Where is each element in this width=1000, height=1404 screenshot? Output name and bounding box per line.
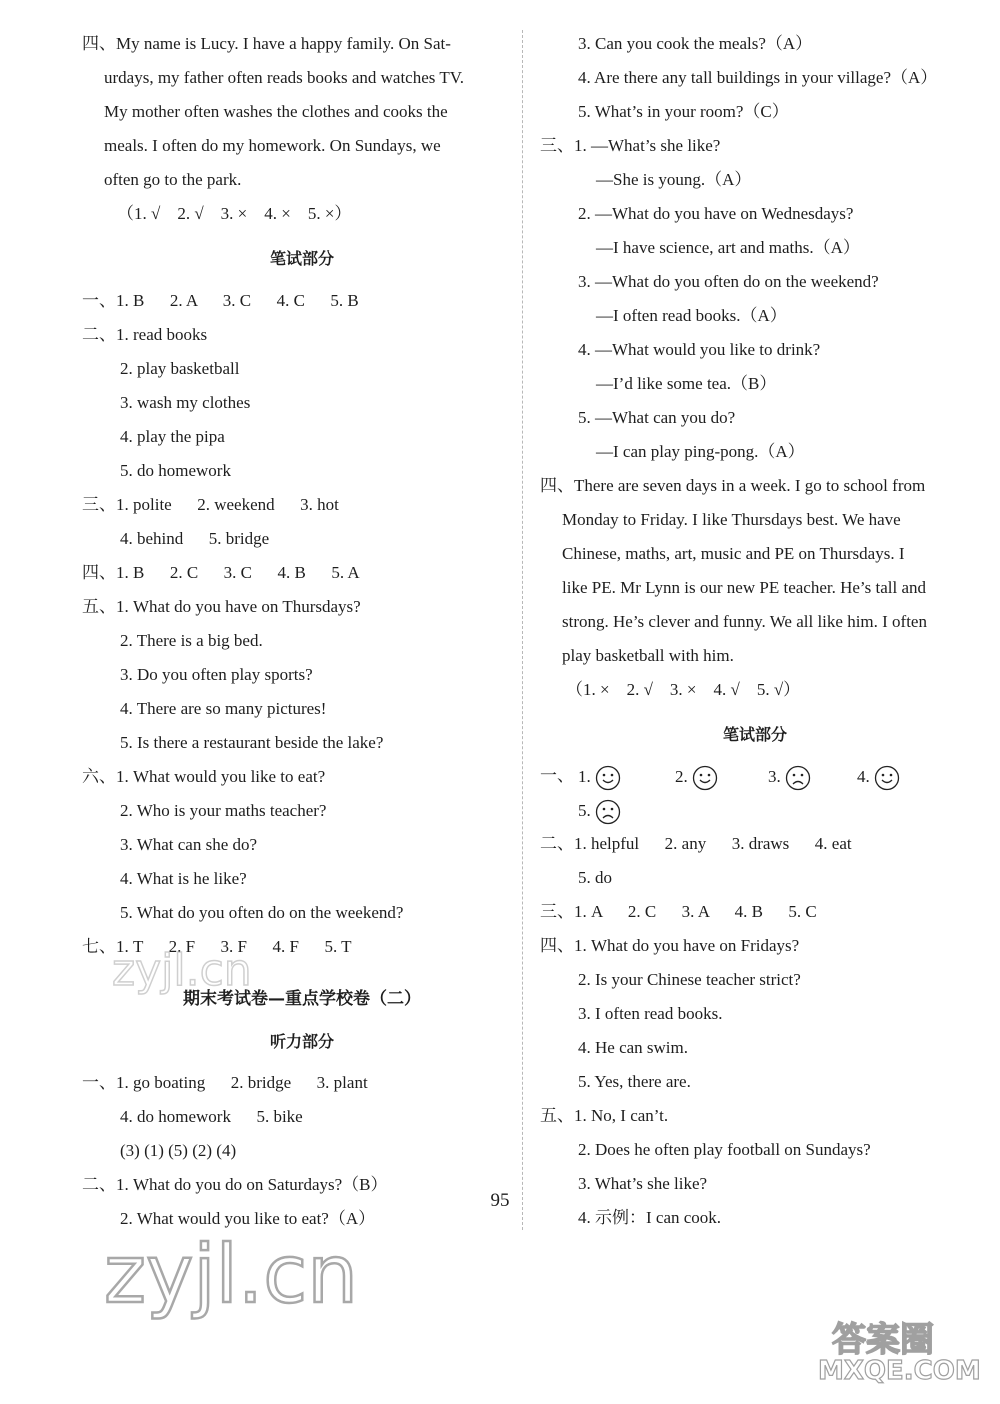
answer-line: 4. There are so many pictures! — [120, 699, 327, 718]
answer-line: 2. play basketball — [120, 359, 240, 378]
page-number: 95 — [490, 1190, 510, 1211]
answer-line: 3. wash my clothes — [120, 393, 251, 412]
watermark-text: zyjl.cn — [104, 1228, 358, 1321]
answer-line: 一、1. go boating 2. bridge 3. plant — [82, 1073, 368, 1092]
answer-line: 4. Are there any tall buildings in your village?（A） — [578, 68, 938, 87]
paragraph-line: urdays, my father often reads books and watches TV. — [104, 68, 465, 87]
answer-line: 4. behind 5. bridge — [120, 529, 270, 548]
smiley-face-icon — [692, 765, 718, 791]
smiley-face-icon — [874, 765, 900, 791]
answer-line: 2. —What do you have on Wednesdays? — [578, 204, 854, 223]
exam-title: 期末考试卷—重点学校卷（二） — [183, 989, 421, 1009]
face-answer — [578, 765, 621, 791]
answer-line: 4. play the pipa — [120, 427, 225, 446]
answer-line: —I can play ping-pong.（A） — [596, 442, 805, 461]
paragraph-line: Chinese, maths, art, music and PE on Thursdays. I — [562, 544, 905, 563]
answer-line: （1. × 2. √ 3. × 4. √ 5. √） — [566, 680, 801, 699]
answer-line: 4. 示例：I can cook. — [578, 1208, 722, 1227]
face-label: 4. — [857, 766, 874, 786]
answer-line: 5. What’s in your room?（C） — [578, 102, 789, 121]
face-label: 2. — [675, 766, 692, 786]
answer-line: 5. do — [578, 868, 612, 887]
column-divider — [522, 30, 523, 1230]
paragraph-line: strong. He’s clever and funny. We all like him. I often — [562, 612, 927, 631]
answer-line: 4. do homework 5. bike — [120, 1107, 303, 1126]
answer-line: 三、1. polite 2. weekend 3. hot — [82, 495, 339, 514]
answer-line: 一、1. B 2. A 3. C 4. C 5. B — [82, 291, 359, 310]
answer-line: 3. —What do you often do on the weekend? — [578, 272, 879, 291]
answer-line: 2. Does he often play football on Sundays? — [578, 1140, 871, 1159]
answer-line: 二、1. What do you do on Saturdays?（B） — [82, 1175, 388, 1194]
answer-line: 2. Who is your maths teacher? — [120, 801, 327, 820]
face-label: 3. — [768, 766, 785, 786]
watermark-text: zyjl.cn — [112, 945, 252, 996]
answer-line: 四、1. What do you have on Fridays? — [540, 936, 800, 955]
faces-prefix: 一、 — [540, 766, 574, 785]
answer-line: 3. Can you cook the meals?（A） — [578, 34, 813, 53]
face-answer — [857, 765, 900, 791]
answer-line: 5. What do you often do on the weekend? — [120, 903, 404, 922]
paragraph-line: My mother often washes the clothes and cooks the — [104, 102, 448, 121]
answer-line: 3. What can she do? — [120, 835, 258, 854]
answer-line: 五、1. What do you have on Thursdays? — [82, 597, 361, 616]
section-heading: 笔试部分 — [269, 249, 334, 268]
answer-line: （1. √ 2. √ 3. × 4. × 5. ×） — [117, 204, 352, 223]
answer-line: 二、1. helpful 2. any 3. draws 4. eat — [540, 834, 852, 853]
answer-line: —She is young.（A） — [596, 170, 752, 189]
face-label: 5. — [578, 800, 595, 820]
section-heading: 听力部分 — [269, 1032, 334, 1051]
answer-line: 二、1. read books — [82, 325, 208, 344]
answer-line: 2. Is your Chinese teacher strict? — [578, 970, 801, 989]
paragraph-line: like PE. Mr Lynn is our new PE teacher. He’s tall and — [562, 578, 927, 597]
watermark-url: MXQE.COM — [818, 1356, 981, 1386]
answer-line: —I often read books.（A） — [596, 306, 787, 325]
answer-line: 七、1. T 2. F 3. F 4. F 5. T — [82, 937, 352, 956]
paragraph-line: 四、My name is Lucy. I have a happy family. On Sat- — [82, 34, 451, 53]
answer-line: 5. Yes, there are. — [578, 1072, 691, 1091]
answer-line: 三、1. —What’s she like? — [540, 136, 721, 155]
section-heading: 笔试部分 — [722, 725, 787, 744]
answer-line: 四、1. B 2. C 3. C 4. B 5. A — [82, 563, 360, 582]
smiley-face-icon — [595, 765, 621, 791]
answer-line: 5. do homework — [120, 461, 231, 480]
sad-face-icon — [595, 799, 621, 825]
paragraph-line: play basketball with him. — [562, 646, 734, 665]
answer-line: 4. What is he like? — [120, 869, 247, 888]
answer-line: 3. What’s she like? — [578, 1174, 708, 1193]
paragraph-line: meals. I often do my homework. On Sundays, we — [104, 136, 441, 155]
face-answer — [768, 765, 811, 791]
answer-line: 3. I often read books. — [578, 1004, 723, 1023]
answer-line: 4. He can swim. — [578, 1038, 689, 1057]
answer-line: 五、1. No, I can’t. — [540, 1106, 669, 1125]
face-answer — [675, 765, 718, 791]
sad-face-icon — [785, 765, 811, 791]
paragraph-line: Monday to Friday. I like Thursdays best. We have — [562, 510, 901, 529]
answer-line: 5. Is there a restaurant beside the lake? — [120, 733, 384, 752]
face-answer — [578, 799, 621, 825]
face-label: 1. — [578, 766, 595, 786]
answer-line: 4. —What would you like to drink? — [578, 340, 821, 359]
answer-line: 2. What would you like to eat?（A） — [120, 1209, 376, 1228]
answer-line: 3. Do you often play sports? — [120, 665, 313, 684]
paragraph-line: 四、There are seven days in a week. I go to school from — [540, 476, 926, 495]
watermark-logo: 答案圈 — [832, 1320, 934, 1360]
answer-line: —I have science, art and maths.（A） — [596, 238, 860, 257]
paragraph-line: often go to the park. — [104, 170, 242, 189]
answer-line: (3) (1) (5) (2) (4) — [120, 1141, 237, 1160]
answer-line: 5. —What can you do? — [578, 408, 736, 427]
answer-line: —I’d like some tea.（B） — [596, 374, 777, 393]
answer-line: 2. There is a big bed. — [120, 631, 263, 650]
answer-line: 六、1. What would you like to eat? — [82, 767, 326, 786]
answer-line: 三、1. A 2. C 3. A 4. B 5. C — [540, 902, 817, 921]
